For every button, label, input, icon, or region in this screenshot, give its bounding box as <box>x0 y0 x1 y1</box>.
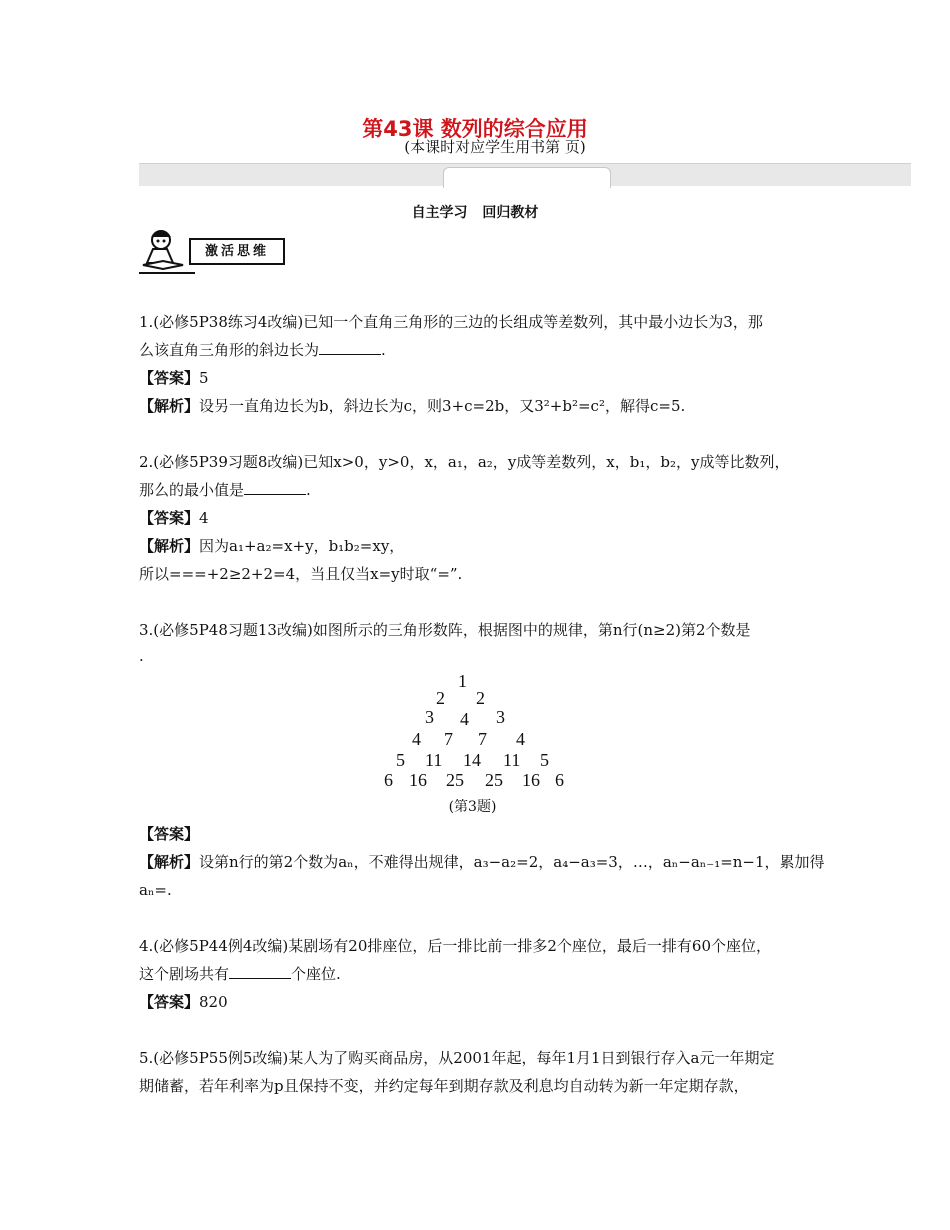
q3-analysis-2: aₙ=. <box>139 881 172 899</box>
triangle-cell: 6 <box>384 770 393 790</box>
q1-analysis: 【解析】设另一直角边长为b，斜边长为c，则3+c=2b，又3²+b²=c²，解得c=5. <box>139 397 686 415</box>
triangle-cell: 25 <box>485 770 503 790</box>
triangle-cell: 6 <box>555 770 564 790</box>
triangle-cell: 25 <box>446 770 464 790</box>
page-subtitle: (本课时对应学生用书第 页) <box>404 138 586 156</box>
triangle-cell: 3 <box>496 707 505 727</box>
answer-blank <box>319 342 381 355</box>
triangle-cell: 7 <box>478 729 487 749</box>
q5-line2: 期储蓄，若年利率为p且保持不变，并约定每年到期存款及利息均自动转为新一年定期存款， <box>139 1077 749 1095</box>
triangle-cell: 2 <box>476 688 485 708</box>
logo-text: 激活思维 <box>189 238 285 265</box>
answer-blank <box>229 966 291 979</box>
section-title: 自主学习 回归教材 <box>411 205 539 221</box>
q1-answer: 【答案】5 <box>139 369 209 387</box>
q4-answer: 【答案】820 <box>139 993 228 1011</box>
triangle-cell: 5 <box>396 750 405 770</box>
triangle-cell: 4 <box>412 729 421 749</box>
student-reading-icon <box>139 227 195 275</box>
triangle-cell: 4 <box>460 709 469 729</box>
activate-thinking-logo <box>139 227 285 275</box>
triangle-cell: 14 <box>463 750 481 770</box>
page-title: 第43课 数列的综合应用 <box>362 117 588 141</box>
q3-text: 3.(必修5P48习题13改编)如图所示的三角形数阵，根据图中的规律，第n行(n≥2)第2个数是 <box>139 621 751 639</box>
q2-line2: 那么的最小值是 . <box>139 481 311 499</box>
triangle-cell: 16 <box>522 770 540 790</box>
triangle-cell: 3 <box>425 707 434 727</box>
q5-text: 5.(必修5P55例5改编)某人为了购买商品房，从2001年起，每年1月1日到银行存入a元一年期定 <box>139 1049 775 1067</box>
q4-text: 4.(必修5P44例4改编)某剧场有20排座位，后一排比前一排多2个座位，最后一排有60个座位， <box>139 937 772 955</box>
q3-line2: . <box>139 647 144 665</box>
q1-text: 1.(必修5P38练习4改编)已知一个直角三角形的三边的长组成等差数列，其中最小边长为3，那 <box>139 313 763 331</box>
triangle-cell: 7 <box>444 729 453 749</box>
triangle-cell: 16 <box>409 770 427 790</box>
answer-blank <box>244 482 306 495</box>
header-tab <box>443 167 611 188</box>
triangle-cell: 2 <box>436 688 445 708</box>
q2-analysis-2: 所以===+2≥2+2=4，当且仅当x=y时取“=”. <box>139 565 463 583</box>
q1-line2: 么该直角三角形的斜边长为 . <box>139 341 386 359</box>
q3-answer: 【答案】 <box>139 825 200 843</box>
q4-line2: 这个剧场共有 个座位. <box>139 965 341 983</box>
figure-caption: (第3题) <box>448 799 497 815</box>
q3-analysis: 【解析】设第n行的第2个数为aₙ，不难得出规律，a₃−a₂=2，a₄−a₃=3，…，aₙ−aₙ₋₁=n−1，累加得 <box>139 853 825 871</box>
triangle-cell: 11 <box>425 750 443 770</box>
q2-text: 2.(必修5P39习题8改编)已知x>0，y>0，x，a₁，a₂，y成等差数列，x，b₁，b₂，y成等比数列， <box>139 453 790 471</box>
q2-analysis: 【解析】因为a₁+a₂=x+y，b₁b₂=xy， <box>139 537 405 555</box>
triangle-cell: 5 <box>540 750 549 770</box>
triangle-cell: 11 <box>503 750 521 770</box>
triangle-cell: 1 <box>458 671 467 691</box>
triangle-cell: 4 <box>516 729 525 749</box>
q2-answer: 【答案】4 <box>139 509 209 527</box>
